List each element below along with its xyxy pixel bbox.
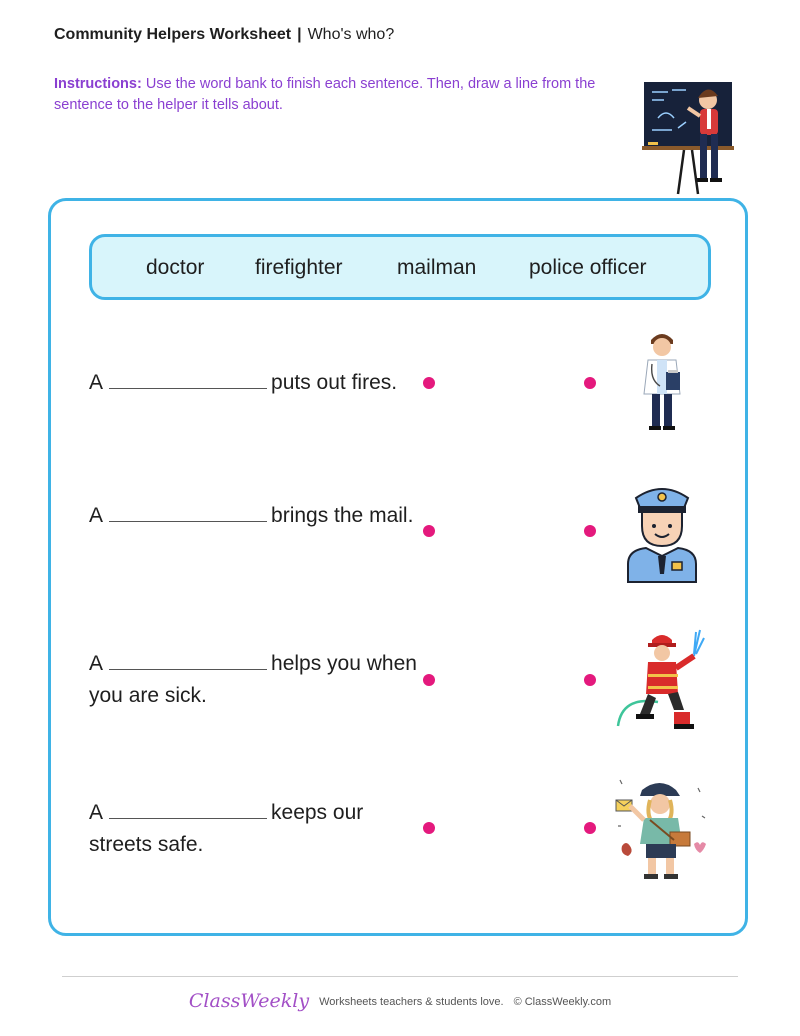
word-bank-item: mailman <box>397 256 477 279</box>
sentence-4-dot[interactable] <box>423 822 435 834</box>
answer-blank[interactable] <box>109 651 267 670</box>
teacher-blackboard-icon <box>638 78 742 196</box>
sentence-start: A <box>89 371 104 394</box>
sentence-3-dot[interactable] <box>423 674 435 686</box>
answer-blank[interactable] <box>109 503 267 522</box>
sentence-2 <box>89 500 419 532</box>
helper-2-dot[interactable] <box>584 525 596 537</box>
answer-blank[interactable] <box>109 370 267 389</box>
sentence-1 <box>89 367 419 399</box>
doctor-icon <box>636 330 688 436</box>
brand-logo[interactable]: ClassWeekly <box>188 990 310 1012</box>
word-bank-item: doctor <box>146 256 205 279</box>
sentence-3 <box>89 648 419 712</box>
firefighter-icon <box>612 628 712 732</box>
helper-1-dot[interactable] <box>584 377 596 389</box>
sentence-2-dot[interactable] <box>423 525 435 537</box>
footer-tagline: Worksheets teachers & students love. <box>319 996 504 1008</box>
police-officer-icon <box>624 482 700 584</box>
page-header <box>54 26 394 44</box>
sentence-end: brings the mail. <box>271 504 414 527</box>
sentence-end: helps you when you are sick. <box>89 652 417 707</box>
helper-3-dot[interactable] <box>584 674 596 686</box>
worksheet-title: Community Helpers Worksheet <box>54 26 292 43</box>
sentence-1-dot[interactable] <box>423 377 435 389</box>
sentence-start: A <box>89 652 104 675</box>
word-bank-item: firefighter <box>255 256 343 279</box>
word-bank <box>89 234 711 300</box>
instructions <box>54 74 614 116</box>
sentence-start: A <box>89 801 104 824</box>
word-bank-item: police officer <box>529 256 647 279</box>
title-separator: | <box>297 26 302 43</box>
sentence-4 <box>89 797 419 861</box>
sentence-end: puts out fires. <box>271 371 398 394</box>
answer-blank[interactable] <box>109 800 267 819</box>
footer-divider <box>62 976 738 977</box>
worksheet-subtitle: Who's who? <box>307 26 395 43</box>
instructions-text: Use the word bank to finish each sentence. Then, draw a line from the sentence to the helper it tells about. <box>54 76 596 113</box>
footer-copyright: © ClassWeekly.com <box>513 996 612 1008</box>
helper-4-dot[interactable] <box>584 822 596 834</box>
instructions-label: Instructions: <box>54 76 142 92</box>
page-footer <box>0 990 800 1012</box>
mail-carrier-icon <box>612 776 708 884</box>
sentence-end: keeps our streets safe. <box>89 801 364 856</box>
sentence-start: A <box>89 504 104 527</box>
